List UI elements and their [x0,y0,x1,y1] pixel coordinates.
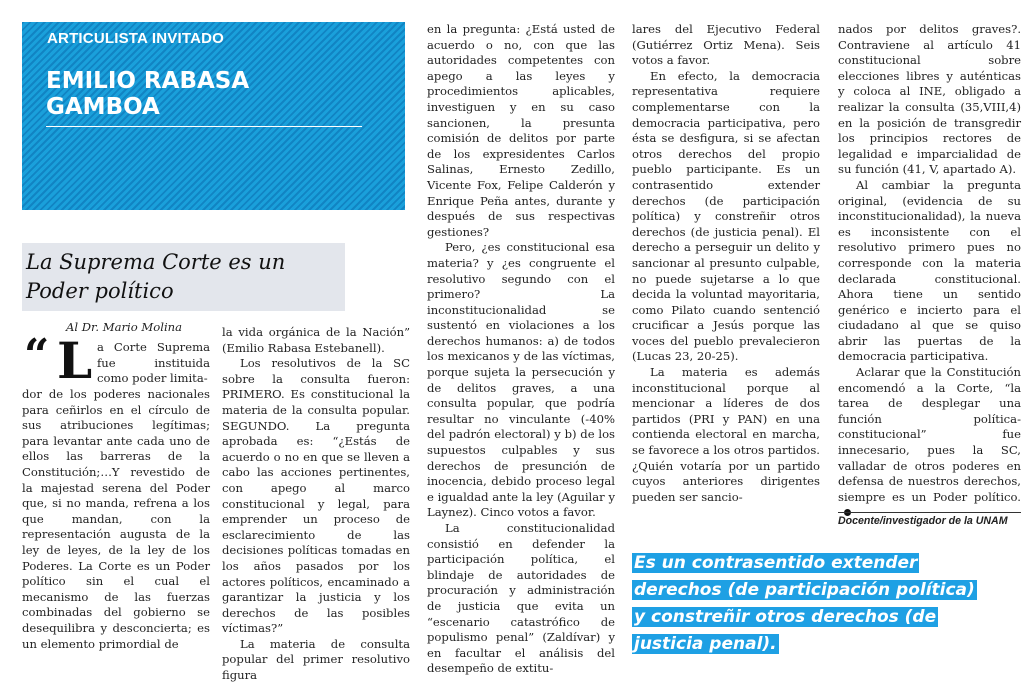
article-headline [26,248,346,306]
column-1-top [97,340,210,387]
opening-quote-mark: “ [24,330,50,381]
column-5 [838,22,1021,521]
paragraph: Los resolutivos de la SC sobre la consulta fueron: PRIMERO. Es constitucional la materia de la consulta popular. SEGUNDO. La pregunta aprobada es: “¿Estás de acuerdo o no en que se lleven a cabo las acciones pertinentes, con apego al marco constitucional y legal, para emprender un proceso de esclarecimiento de las decisiones políticas tomadas en los años pasados por los actores políticos, encaminado a garantizar la justicia y los derechos de las posibles víctimas?” [222,356,410,636]
column-2 [222,325,410,684]
pull-quote-text: Es un contrasentido extender derechos (de participación política) y constreñir otros derechos (de justicia penal). [634,553,975,654]
paragraph [838,365,1021,521]
author-name [46,68,346,120]
dedication: Al Dr. Mario Molina [66,320,183,334]
paragraph: nados por delitos graves?. Contraviene al artículo 41 constitucional sobre elecciones libres y auténticas y coloca al INE, obligado a realizar la consulta (35,VIII,4) en la posición de transgredir los principios rectores de legalidad e imparcialidad de su función (41, V, apartado A). [838,22,1021,177]
drop-cap: L [57,331,93,390]
author-credit: Docente/investigador de la UNAM [838,512,1021,527]
paragraph: en la pregunta: ¿Está usted de acuerdo o no, con que las autoridades competentes con apego a las leyes y procedimientos aplicables, investiguen y en su caso sancionen, la presunta comisión de delitos por parte de los expresidentes Carlos Salinas, Ernesto Zedillo, Vicente Fox, Felipe Calderón y Enrique Peña antes, durante y después de sus respectivas gestiones? [427,22,615,239]
paragraph: dor de los poderes nacionales para ceñirlos en el círculo de sus atribuciones legítimas; para levantar ante cada uno de ellos las barreras de la Constitución;…Y revestido de la majestad serena del Poder que, si no manda, refrena a los que mandan, con la representación augusta de la ley de leyes, de la ley de los Poderes. La Corte es un Poder político sin el cual el mecanismo de las fuerzas combinadas del gobierno se desequilibra y desconcierta; es un elemento primordial de [22,387,210,651]
closing-sentence: Aclarar que la Constitución encomendó a la Corte, “la tarea de desplegar una función política-constitucional” fue innecesario, pues la SC, valladar de otros poderes en defensa de nuestros derechos, siempre es un Poder político. [838,365,1021,504]
pull-quote [632,550,984,658]
column-3 [427,22,615,677]
paragraph: La materia es además inconstitucional porque al mencionar a líderes de dos partidos (PRI y PAN) en una contienda electoral en marcha, se favorece a los otros partidos. ¿Quién votaría por un partido cuyos anteriores dirigentes pueden ser sancio- [632,365,820,504]
author-divider [46,126,362,127]
headline-line1: La Suprema Corte es un [26,250,286,274]
author-name-line2: GAMBOA [46,94,160,120]
paragraph: La constitucionalidad consistió en defender la participación política, el blindaje de autoridades de procuración y administración de justicia que evita un “escenario catastrófico de populismo penal” (Zaldívar) y en facultar el análisis del desempeño de extitu- [427,521,615,676]
paragraph: Pero, ¿es constitucional esa materia? y ¿es congruente el resolutivo segundo con el primero? La inconstitucionalidad se sustentó en violaciones a los derechos humanos: a) de todos los mexicanos y de las víctimas, porque sujeta la persecución y de delitos graves, a una consulta popular, que podría resultar no vinculante (-40% del padrón electoral) y b) de los supuestos culpables y sus derechos de presunción de inocencia, debido proceso legal e igualdad ante la ley (Aguilar y Laynez). Cinco votos a favor. [427,240,615,520]
column-1 [22,387,210,652]
headline-line2: Poder político [26,279,174,303]
author-name-line1: EMILIO RABASA [46,68,250,94]
paragraph: a Corte Suprema fue instituida como poder limita- [97,340,210,386]
paragraph: La materia de consulta popular del primer resolutivo figura [222,636,410,683]
paragraph: la vida orgánica de la Nación” (Emilio Rabasa Estebanell). [222,325,410,355]
paragraph: En efecto, la democracia representativa requiere complementarse con la democracia participativa, pero ésta se desfigura, si se afectan otros derechos del propio pueblo participante. Es un contrasentido extender derechos (de participación política) y constreñir otros derechos (de justicia penal). El derecho a perseguir un delito y sancionar al presunto culpable, no puede sujetarse a lo que decida la voluntad mayoritaria, como Pilato cuando sentenció crucificar a Jesús porque las voces del pueblo prevalecieron (Lucas 23, 20-25). [632,68,820,364]
section-kicker: ARTICULISTA INVITADO [47,30,225,47]
paragraph: Al cambiar la pregunta original, (evidencia de su inconstitucionalidad), la nueva es inconsistente con el resolutivo primero pues no corresponde con la materia declarada constitucional. Ahora tiene un sentido genérico e incierto para el ciudadano al que se quiso abrir las puertas de la democracia participativa. [838,177,1021,364]
column-4 [632,22,820,505]
paragraph: lares del Ejecutivo Federal (Gutiérrez Ortiz Mena). Seis votos a favor. [632,22,820,68]
